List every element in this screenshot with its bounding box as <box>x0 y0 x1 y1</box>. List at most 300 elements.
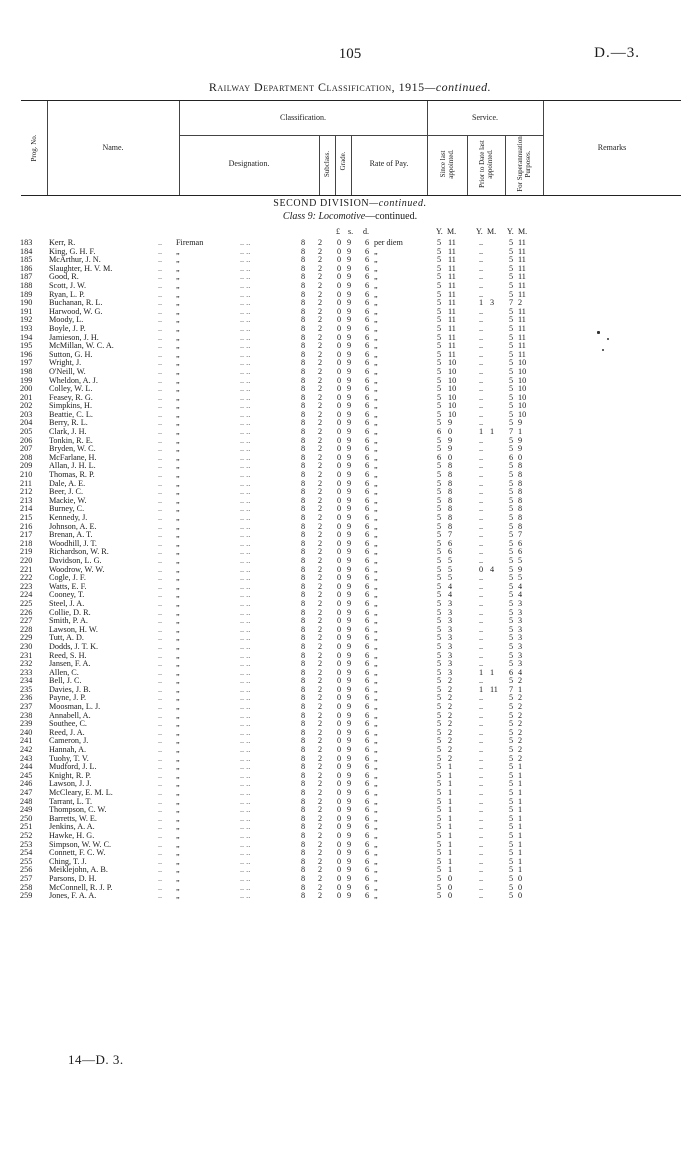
employee-name: Woodhill, J. T. <box>49 538 97 548</box>
since-last-years: 5 <box>437 659 442 669</box>
since-last-years: 5 <box>437 306 442 316</box>
rate-pounds: 0 <box>337 470 342 480</box>
superannuation-months: 1 <box>518 830 523 840</box>
rate-period: „ <box>374 349 378 359</box>
subclass: 8 <box>301 547 306 557</box>
table-row <box>0 504 700 513</box>
rate-pounds: 0 <box>337 238 342 247</box>
rate-shillings: 9 <box>347 238 352 247</box>
class-title <box>0 211 700 222</box>
rate-period: „ <box>374 521 378 531</box>
superannuation-years: 5 <box>509 263 514 273</box>
employee-name: Ching, T. J. <box>49 856 87 866</box>
designation: „ <box>176 375 180 385</box>
since-last-months: 1 <box>448 770 453 780</box>
rate-period: „ <box>374 581 378 591</box>
superannuation-months: 7 <box>518 530 523 540</box>
designation: „ <box>176 873 180 883</box>
since-last-years: 5 <box>437 753 442 763</box>
designation: „ <box>176 573 180 583</box>
leader-dots: .. <box>158 865 163 875</box>
table-row <box>0 522 700 531</box>
designation: „ <box>176 513 180 522</box>
rate-pence: 6 <box>365 332 370 342</box>
rate-pence: 6 <box>365 607 370 617</box>
grade: 2 <box>318 384 323 394</box>
designation: „ <box>176 435 180 445</box>
designation: „ <box>176 633 180 643</box>
prog-no: 224 <box>20 590 33 600</box>
designation: „ <box>176 427 180 437</box>
leader-dots: .. .. <box>240 375 251 385</box>
rate-pounds: 0 <box>337 513 342 522</box>
prog-no: 211 <box>20 478 32 488</box>
leader-dots: .. .. <box>240 418 251 428</box>
rate-period: „ <box>374 409 378 419</box>
rate-pence: 6 <box>365 564 370 574</box>
prior-years: 1 <box>479 684 484 694</box>
grade: 2 <box>318 607 323 617</box>
designation: „ <box>176 487 180 497</box>
table-row <box>0 436 700 445</box>
leader-dots: .. <box>158 272 163 282</box>
rate-shillings: 9 <box>347 349 352 359</box>
grade: 2 <box>318 366 323 376</box>
prior-years: .. <box>479 573 484 583</box>
rate-pounds: 0 <box>337 796 342 806</box>
rate-period: „ <box>374 530 378 540</box>
since-last-years: 5 <box>437 830 442 840</box>
since-last-months: 10 <box>448 375 457 385</box>
superannuation-years: 5 <box>509 590 514 600</box>
rate-pence: 6 <box>365 306 370 316</box>
table-row <box>0 625 700 634</box>
rate-shillings: 9 <box>347 891 352 901</box>
since-last-months: 5 <box>448 555 453 565</box>
grade: 2 <box>318 590 323 600</box>
grade: 2 <box>318 409 323 419</box>
employee-name: Jansen, F. A. <box>49 659 91 669</box>
since-last-years: 5 <box>437 298 442 308</box>
since-last-years: 5 <box>437 633 442 643</box>
since-last-years: 5 <box>437 624 442 634</box>
rate-shillings: 9 <box>347 641 352 651</box>
table-row <box>0 418 700 427</box>
designation: „ <box>176 452 180 462</box>
designation-header: Designation. <box>228 159 270 168</box>
designation: „ <box>176 710 180 720</box>
leader-dots: .. <box>158 306 163 316</box>
subclass: 8 <box>301 384 306 394</box>
rate-pounds: 0 <box>337 770 342 780</box>
leader-dots: .. .. <box>240 555 251 565</box>
rate-pounds: 0 <box>337 710 342 720</box>
subclass: 8 <box>301 478 306 488</box>
unit-months-3: M. <box>518 227 528 236</box>
rate-pence: 6 <box>365 538 370 548</box>
superannuation-months: 2 <box>518 727 523 737</box>
superannuation-months: 4 <box>518 581 523 591</box>
prior-years: .. <box>479 504 484 514</box>
employee-name: Jamieson, J. H. <box>49 332 99 342</box>
leader-dots: .. .. <box>240 736 251 746</box>
leader-dots: .. .. <box>240 495 251 505</box>
rate-period: „ <box>374 727 378 737</box>
rate-pence: 6 <box>365 555 370 565</box>
superannuation-years: 5 <box>509 409 514 419</box>
prog-no: 213 <box>20 495 33 505</box>
rate-pence: 6 <box>365 813 370 823</box>
superannuation-years: 5 <box>509 710 514 720</box>
prog-no: 252 <box>20 830 33 840</box>
leader-dots: .. <box>158 530 163 540</box>
grade: 2 <box>318 891 323 901</box>
leader-dots: .. .. <box>240 788 251 797</box>
since-last-years: 5 <box>437 392 442 402</box>
since-last-years: 5 <box>437 323 442 333</box>
rate-shillings: 9 <box>347 676 352 686</box>
leader-dots: .. .. <box>240 409 251 419</box>
designation: „ <box>176 349 180 359</box>
rate-pounds: 0 <box>337 547 342 557</box>
subclass: 8 <box>301 289 306 299</box>
superannuation-years: 5 <box>509 702 514 712</box>
since-last-months: 8 <box>448 513 453 522</box>
name-header: Name. <box>102 143 124 152</box>
since-last-months: 2 <box>448 710 453 720</box>
prog-no: 187 <box>20 272 33 282</box>
designation: „ <box>176 555 180 565</box>
superannuation-months: 0 <box>518 891 523 901</box>
prior-years: .. <box>479 590 484 600</box>
leader-dots: .. .. <box>240 822 251 832</box>
rate-shillings: 9 <box>347 555 352 565</box>
rate-shillings: 9 <box>347 341 352 351</box>
rate-period: „ <box>374 796 378 806</box>
table-row <box>0 496 700 505</box>
table-row <box>0 530 700 539</box>
designation: „ <box>176 358 180 368</box>
rate-pence: 6 <box>365 762 370 772</box>
superannuation-years: 5 <box>509 573 514 583</box>
table-row <box>0 857 700 866</box>
grade: 2 <box>318 650 323 660</box>
rate-shillings: 9 <box>347 306 352 316</box>
superannuation-years: 5 <box>509 813 514 823</box>
rate-shillings: 9 <box>347 435 352 445</box>
rate-shillings: 9 <box>347 280 352 290</box>
employee-name: Sutton, G. H. <box>49 349 93 359</box>
rate-period: „ <box>374 598 378 608</box>
leader-dots: .. .. <box>240 667 251 677</box>
rate-pence: 6 <box>365 667 370 677</box>
rate-pence: 6 <box>365 478 370 488</box>
superannuation-months: 8 <box>518 495 523 505</box>
since-last-years: 5 <box>437 315 442 325</box>
designation: „ <box>176 641 180 651</box>
grade: 2 <box>318 848 323 858</box>
prog-no: 219 <box>20 547 33 557</box>
since-last-months: 1 <box>448 813 453 823</box>
unit-shillings: s. <box>348 227 354 236</box>
subclass: 8 <box>301 702 306 712</box>
prog-no: 204 <box>20 418 33 428</box>
designation: „ <box>176 667 180 677</box>
since-last-years: 5 <box>437 684 442 694</box>
ink-smudge <box>607 338 609 340</box>
since-last-years: 5 <box>437 555 442 565</box>
since-last-months: 11 <box>448 298 456 308</box>
prior-years: .. <box>479 255 484 265</box>
superannuation-months: 3 <box>518 616 523 626</box>
prior-years: .. <box>479 263 484 273</box>
prior-years: .. <box>479 435 484 445</box>
rate-shillings: 9 <box>347 822 352 832</box>
since-last-years: 6 <box>437 427 442 437</box>
since-last-years: 5 <box>437 856 442 866</box>
rate-pounds: 0 <box>337 805 342 815</box>
prog-no: 244 <box>20 762 33 772</box>
leader-dots: .. <box>158 779 163 789</box>
since-last-months: 1 <box>448 856 453 866</box>
prog-no: 238 <box>20 710 33 720</box>
leader-dots: .. .. <box>240 598 251 608</box>
table-row <box>0 453 700 462</box>
leader-dots: .. <box>158 607 163 617</box>
rate-pounds: 0 <box>337 461 342 471</box>
rate-pence: 6 <box>365 590 370 600</box>
grade: 2 <box>318 487 323 497</box>
subclass: 8 <box>301 624 306 634</box>
designation: „ <box>176 727 180 737</box>
prog-no: 220 <box>20 555 33 565</box>
grade: 2 <box>318 246 323 256</box>
rate-pence: 6 <box>365 770 370 780</box>
since-last-years: 5 <box>437 848 442 858</box>
leader-dots: .. .. <box>240 289 251 299</box>
leader-dots: .. .. <box>240 564 251 574</box>
superannuation-months: 0 <box>518 452 523 462</box>
subclass: 8 <box>301 830 306 840</box>
employee-name: Beer, J. C. <box>49 487 84 497</box>
employee-name: Cooney, T. <box>49 590 85 600</box>
grade: 2 <box>318 289 323 299</box>
table-row <box>0 401 700 410</box>
table-row <box>0 539 700 548</box>
since-last-months: 8 <box>448 470 453 480</box>
leader-dots: .. .. <box>240 487 251 497</box>
employee-name: Connett, F. C. W. <box>49 848 106 858</box>
rate-period: „ <box>374 366 378 376</box>
prior-years: .. <box>479 676 484 686</box>
rate-period: „ <box>374 719 378 729</box>
grade: 2 <box>318 573 323 583</box>
rate-pounds: 0 <box>337 384 342 394</box>
prog-no: 193 <box>20 323 33 333</box>
rate-shillings: 9 <box>347 659 352 669</box>
since-last-years: 5 <box>437 607 442 617</box>
rate-shillings: 9 <box>347 538 352 548</box>
since-last-years: 5 <box>437 375 442 385</box>
designation: „ <box>176 839 180 849</box>
grade: 2 <box>318 702 323 712</box>
prior-years: .. <box>479 882 484 892</box>
since-last-years: 5 <box>437 280 442 290</box>
since-last-years: 5 <box>437 289 442 299</box>
superannuation-years: 5 <box>509 280 514 290</box>
since-last-years: 5 <box>437 736 442 746</box>
rate-pence: 6 <box>365 598 370 608</box>
subclass: 8 <box>301 435 306 445</box>
rate-pounds: 0 <box>337 323 342 333</box>
leader-dots: .. .. <box>240 444 251 454</box>
leader-dots: .. <box>158 435 163 445</box>
designation: „ <box>176 590 180 600</box>
rate-pence: 6 <box>365 530 370 540</box>
since-last-months: 11 <box>448 315 456 325</box>
leader-dots: .. <box>158 616 163 626</box>
prior-years: .. <box>479 315 484 325</box>
prior-years: .. <box>479 719 484 729</box>
grade-header: Grade. <box>339 151 347 171</box>
superannuation-years: 5 <box>509 487 514 497</box>
table-row <box>0 307 700 316</box>
since-last-years: 5 <box>437 418 442 428</box>
leader-dots: .. .. <box>240 805 251 815</box>
employee-name: Hannah, A. <box>49 745 87 755</box>
prior-years: .. <box>479 753 484 763</box>
leader-dots: .. <box>158 839 163 849</box>
rate-pence: 6 <box>365 521 370 531</box>
rate-shillings: 9 <box>347 633 352 643</box>
leader-dots: .. .. <box>240 650 251 660</box>
rate-period: „ <box>374 289 378 299</box>
superannuation-months: 3 <box>518 624 523 634</box>
leader-dots: .. .. <box>240 478 251 488</box>
rate-period: „ <box>374 891 378 901</box>
employee-name: Hawke, H. G. <box>49 830 95 840</box>
subclass: 8 <box>301 298 306 308</box>
leader-dots: .. .. <box>240 461 251 471</box>
rate-shillings: 9 <box>347 470 352 480</box>
rate-pounds: 0 <box>337 418 342 428</box>
table-row <box>0 315 700 324</box>
superannuation-months: 11 <box>518 263 526 273</box>
since-last-years: 5 <box>437 788 442 797</box>
rate-pence: 6 <box>365 452 370 462</box>
prog-no: 235 <box>20 684 33 694</box>
prior-years: .. <box>479 366 484 376</box>
grade: 2 <box>318 392 323 402</box>
prog-no: 250 <box>20 813 33 823</box>
rate-shillings: 9 <box>347 315 352 325</box>
designation: „ <box>176 409 180 419</box>
leader-dots: .. <box>158 513 163 522</box>
prog-no: 201 <box>20 392 33 402</box>
designation: „ <box>176 521 180 531</box>
superannuation-years: 5 <box>509 581 514 591</box>
superannuation-months: 1 <box>518 788 523 797</box>
grade: 2 <box>318 280 323 290</box>
prior-months: 1 <box>490 667 495 677</box>
superannuation-years: 5 <box>509 418 514 428</box>
leader-dots: .. <box>158 452 163 462</box>
superannuation-years: 6 <box>509 452 514 462</box>
superannuation-months: 10 <box>518 401 527 411</box>
grade: 2 <box>318 839 323 849</box>
rate-period: „ <box>374 513 378 522</box>
subclass: 8 <box>301 272 306 282</box>
since-last-years: 5 <box>437 238 442 247</box>
rate-period: „ <box>374 332 378 342</box>
since-last-months: 8 <box>448 478 453 488</box>
leader-dots: .. <box>158 366 163 376</box>
superannuation-years: 5 <box>509 788 514 797</box>
rate-pounds: 0 <box>337 573 342 583</box>
employee-name: Wheldon, A. J. <box>49 375 98 385</box>
since-last-years: 5 <box>437 349 442 359</box>
leader-dots: .. .. <box>240 332 251 342</box>
leader-dots: .. .. <box>240 246 251 256</box>
employee-name: Thomas, R. P. <box>49 470 95 480</box>
rate-pence: 6 <box>365 470 370 480</box>
prior-years: .. <box>479 865 484 875</box>
since-last-years: 5 <box>437 865 442 875</box>
rate-period: „ <box>374 427 378 437</box>
rate-pence: 6 <box>365 719 370 729</box>
subclass: 8 <box>301 667 306 677</box>
since-last-months: 1 <box>448 839 453 849</box>
subclass: 8 <box>301 753 306 763</box>
rate-shillings: 9 <box>347 727 352 737</box>
prog-no: 184 <box>20 246 33 256</box>
employee-name: Kennedy, J. <box>49 513 88 522</box>
table-row <box>0 762 700 771</box>
unit-months-2: M. <box>487 227 497 236</box>
table-row <box>0 513 700 522</box>
since-last-years: 5 <box>437 805 442 815</box>
prior-years: .. <box>479 495 484 505</box>
designation: „ <box>176 530 180 540</box>
rate-pounds: 0 <box>337 487 342 497</box>
leader-dots: .. <box>158 590 163 600</box>
grade: 2 <box>318 865 323 875</box>
rate-pence: 6 <box>365 581 370 591</box>
superannuation-years: 5 <box>509 616 514 626</box>
since-last-months: 2 <box>448 753 453 763</box>
designation: „ <box>176 702 180 712</box>
designation: „ <box>176 272 180 282</box>
superannuation-years: 5 <box>509 435 514 445</box>
prior-months: 3 <box>490 298 495 308</box>
designation: „ <box>176 444 180 454</box>
designation: „ <box>176 736 180 746</box>
rate-pence: 6 <box>365 882 370 892</box>
superannuation-years: 5 <box>509 332 514 342</box>
prog-no: 222 <box>20 573 33 583</box>
since-last-years: 5 <box>437 813 442 823</box>
subclass: 8 <box>301 684 306 694</box>
prog-no: 256 <box>20 865 33 875</box>
subclass: 8 <box>301 461 306 471</box>
rate-period: „ <box>374 452 378 462</box>
subclass: 8 <box>301 659 306 669</box>
rate-pence: 6 <box>365 822 370 832</box>
superannuation-months: 1 <box>518 427 523 437</box>
superannuation-years: 5 <box>509 659 514 669</box>
rate-pence: 6 <box>365 839 370 849</box>
rate-shillings: 9 <box>347 607 352 617</box>
